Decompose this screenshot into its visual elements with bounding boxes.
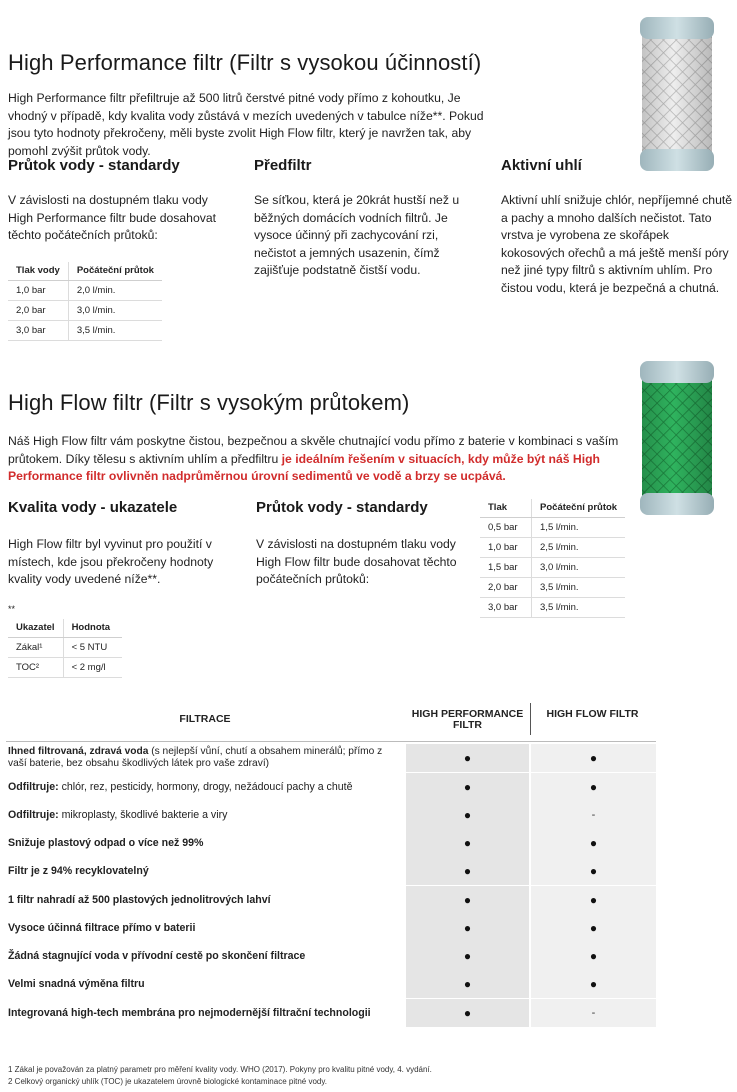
hp-flow-table — [8, 262, 162, 341]
bullet-dot: ● — [463, 921, 472, 935]
table-row — [6, 857, 656, 886]
hf-flow-text: V závislosti na dostupném tlaku vody High Flow filtr bude dosahovat těchto počátečních průtoků: — [256, 537, 457, 586]
hf-cell — [531, 970, 656, 998]
hf-quality-text: High Flow filtr byl vyvinut pro použití v místech, kde jsou překročeny hodnoty kvality vody uvedené níže**. — [8, 537, 214, 586]
table-header: Počáteční průtok — [68, 262, 162, 281]
table-row — [8, 658, 122, 678]
hf-cell — [531, 773, 656, 801]
table-cell: Zákal¹ — [8, 638, 63, 658]
feature-label — [8, 914, 403, 942]
table-cell: 1,0 bar — [480, 538, 532, 558]
table-header: Počáteční průtok — [532, 499, 626, 518]
hf-flow-title: Průtok vody - standardy — [256, 499, 428, 516]
hp-prefilter-text: Se síťkou, která je 20krát hustší než u běžných domácích vodních filtrů. Je vysoce účinný při zachycování rzi, nečistot a jemných usazenin, čímž zajišťuje podstatně čistší vodu. — [254, 193, 460, 277]
footnote-1: 1 Zákal je považován za platný parametr pro měření kvality vody. WHO (2017). Pokyny pro kvalitu pitné vody, 4. vydání. — [8, 1065, 432, 1074]
feature-label-detail: mikroplasty, škodlivé bakterie a viry — [58, 809, 228, 821]
table-row — [6, 999, 656, 1028]
feature-label-bold: Žádná stagnující voda v přívodní cestě po skončení filtrace — [8, 950, 306, 962]
table-cell: 2,0 bar — [8, 301, 68, 321]
table-cell: < 5 NTU — [63, 638, 122, 658]
feature-label — [8, 942, 403, 970]
hp-flow-title: Průtok vody - standardy — [8, 157, 180, 174]
hf-filter-image — [638, 358, 716, 518]
dash-mark: - — [591, 809, 596, 821]
table-cell: 1,5 l/min. — [532, 518, 626, 538]
table-row — [8, 301, 162, 321]
hf-cell — [531, 829, 656, 857]
table-row — [6, 773, 656, 802]
table-cell: 3,0 bar — [480, 598, 532, 618]
hp-title: High Performance filtr (Filtr s vysokou účinností) — [8, 50, 482, 75]
feature-label — [8, 970, 403, 998]
table-row — [480, 558, 625, 578]
feature-label-detail: (s nejlepší vůní, chutí a obsahem minerálů; přímo z vaší baterie, bez obsahu škodlivých látek pro vaše zdraví) — [8, 746, 383, 769]
hf-intro-highlight: je ideálním řešením v situacích, kdy může být náš High Performance filtr ovlivněn nadprůměrnou úrovní sedimentů ve vodě a brzy se ucpává. — [8, 451, 600, 483]
table-header: Hodnota — [63, 619, 122, 638]
hf-cell — [531, 999, 656, 1027]
cmp-header-divider — [530, 703, 531, 735]
dash-mark: - — [591, 1007, 596, 1019]
feature-label — [8, 857, 403, 885]
bullet-dot: ● — [463, 949, 472, 963]
bullet-dot: ● — [589, 780, 598, 794]
bullet-dot: ● — [589, 751, 598, 765]
feature-label-bold: Velmi snadná výměna filtru — [8, 978, 145, 990]
hp-cell — [406, 801, 529, 829]
hp-cell — [406, 886, 529, 914]
hf-cell — [531, 914, 656, 942]
bullet-dot: ● — [463, 1006, 472, 1020]
hp-cell — [406, 773, 529, 801]
hf-cell — [531, 744, 656, 772]
table-cell: 2,0 bar — [480, 578, 532, 598]
table-row — [6, 942, 656, 971]
table-row — [6, 914, 656, 943]
bullet-dot: ● — [463, 864, 472, 878]
bullet-dot: ● — [463, 893, 472, 907]
feature-label — [8, 886, 403, 914]
feature-label — [8, 829, 403, 857]
cmp-header-feature: FILTRACE — [179, 713, 231, 725]
table-row — [6, 970, 656, 999]
table-cell: 3,0 l/min. — [532, 558, 626, 578]
hf-cell — [531, 886, 656, 914]
table-header: Tlak — [480, 499, 532, 518]
hp-flow-text: V závislosti na dostupném tlaku vody High Performance filtr bude dosahovat těchto počátečních průtoků: — [8, 193, 216, 242]
table-cell: 3,0 bar — [8, 321, 68, 341]
table-cell: 2,5 l/min. — [532, 538, 626, 558]
table-cell: 3,5 l/min. — [68, 321, 162, 341]
hf-cell — [531, 942, 656, 970]
feature-label — [8, 801, 403, 829]
feature-label-bold: Filtr je z 94% recyklovatelný — [8, 865, 149, 877]
hf-quality-title: Kvalita vody - ukazatele — [8, 499, 178, 516]
table-cell: < 2 mg/l — [63, 658, 122, 678]
table-cell: 1,0 bar — [8, 281, 68, 301]
table-cell: 2,0 l/min. — [68, 281, 162, 301]
cmp-header-hp: HIGH PERFORMANCE FILTR — [411, 708, 524, 731]
table-row — [6, 744, 656, 773]
table-row — [6, 801, 656, 830]
feature-label — [8, 999, 403, 1027]
hp-cell — [406, 999, 529, 1027]
hf-quality-table — [8, 619, 122, 678]
hf-cell — [531, 857, 656, 885]
bullet-dot: ● — [589, 864, 598, 878]
hp-cell — [406, 829, 529, 857]
table-row — [8, 281, 162, 301]
table-row — [480, 598, 625, 618]
feature-label-bold: Odfiltruje: — [8, 809, 59, 821]
hp-cell — [406, 744, 529, 772]
bullet-dot: ● — [463, 751, 472, 765]
feature-label — [8, 773, 403, 801]
hf-cell — [531, 801, 656, 829]
table-cell: 3,0 l/min. — [68, 301, 162, 321]
table-row — [480, 538, 625, 558]
table-cell: 3,5 l/min. — [532, 578, 626, 598]
footnote-marker: ** — [8, 604, 16, 614]
footnote-2: 2 Celkový organický uhlík (TOC) je ukazatelem úrovně biologické kontaminace pitné vody. — [8, 1077, 327, 1086]
hf-intro — [8, 433, 633, 486]
bullet-dot: ● — [463, 836, 472, 850]
hp-carbon-title: Aktivní uhlí — [501, 157, 582, 174]
bullet-dot: ● — [589, 949, 598, 963]
hp-cell — [406, 970, 529, 998]
table-row — [6, 829, 656, 858]
hp-cell — [406, 857, 529, 885]
bullet-dot: ● — [589, 921, 598, 935]
feature-label-bold: Integrovaná high-tech membrána pro nejmodernější filtrační technologii — [8, 1007, 371, 1019]
feature-label-bold: Ihned filtrovaná, zdravá voda — [8, 746, 149, 757]
feature-label-bold: Snižuje plastový odpad o více než 99% — [8, 837, 204, 849]
hp-prefilter-title: Předfiltr — [254, 157, 312, 174]
table-header: Ukazatel — [8, 619, 63, 638]
hp-filter-image — [638, 14, 716, 174]
bullet-dot: ● — [463, 808, 472, 822]
feature-label — [8, 744, 403, 772]
cmp-header-rule — [6, 741, 656, 742]
hp-intro: High Performance filtr přefiltruje až 500 litrů čerstvé pitné vody přímo z kohoutku, Je vhodný v případě, kdy kvalita vody zůstává v mezích uvedených v tabulce níže**. Pokud jsou tyto hodnoty překročeny, měli byste zvolit High Flow filtr, který je navržen tak, aby pomohl zvýšit průtok vody. — [8, 91, 484, 158]
hf-title: High Flow filtr (Filtr s vysokým průtokem) — [8, 390, 410, 415]
feature-label-bold: Vysoce účinná filtrace přímo v baterii — [8, 922, 196, 934]
bullet-dot: ● — [589, 977, 598, 991]
hf-flow-table — [480, 499, 625, 618]
hf-intro-text: Náš High Flow filtr vám poskytne čistou, bezpečnou a skvěle chutnající vodu přímo z baterie v kombinaci s vaším průtokem. Díky tělesu s aktivním uhlím a předfiltru — [8, 434, 619, 466]
feature-label-bold: Odfiltruje: — [8, 781, 59, 793]
table-header: Tlak vody — [8, 262, 68, 281]
table-row — [480, 578, 625, 598]
table-cell: 3,5 l/min. — [532, 598, 626, 618]
hp-cell — [406, 942, 529, 970]
table-row — [6, 886, 656, 915]
hp-cell — [406, 914, 529, 942]
table-row — [8, 321, 162, 341]
hp-carbon-text: Aktivní uhlí snižuje chlór, nepříjemné chutě a pachy a mnoho dalších nečistot. Tato vrstva je vyrobena ze skořápek kokosových ořechů a má ještě menší póry než jiné typy filtrů s aktivním uhlím. Pro čistou vodu, která je bezpečná a chutná. — [501, 193, 733, 295]
table-cell: 0,5 bar — [480, 518, 532, 538]
feature-label-detail: chlór, rez, pesticidy, hormony, drogy, nežádoucí pachy a chutě — [58, 781, 353, 793]
cmp-header-hf: HIGH FLOW FILTR — [546, 708, 639, 720]
feature-label-bold: 1 filtr nahradí až 500 plastových jednolitrových lahví — [8, 894, 271, 906]
bullet-dot: ● — [463, 780, 472, 794]
bullet-dot: ● — [463, 977, 472, 991]
table-row — [480, 518, 625, 538]
table-cell: 1,5 bar — [480, 558, 532, 578]
bullet-dot: ● — [589, 893, 598, 907]
bullet-dot: ● — [589, 836, 598, 850]
table-row — [8, 638, 122, 658]
table-cell: TOC² — [8, 658, 63, 678]
